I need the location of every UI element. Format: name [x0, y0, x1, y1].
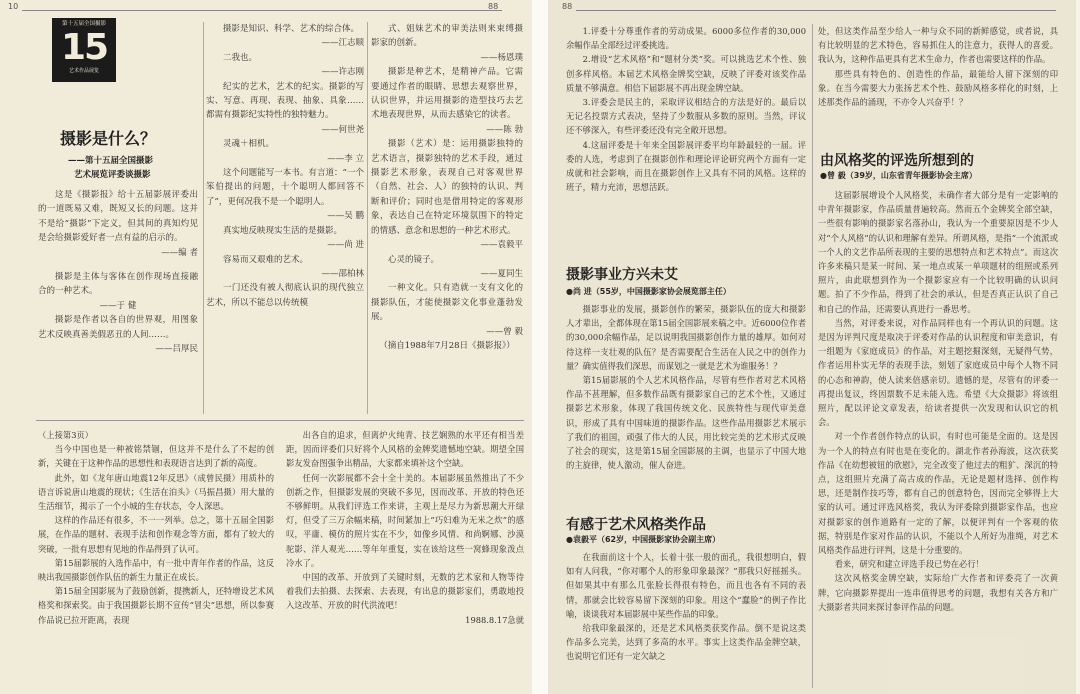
subhead-2: 艺术展览评委谈摄影	[74, 170, 151, 180]
article-title-3: 由风格奖的评选所想到的	[820, 153, 974, 169]
page-marker: 88	[488, 2, 499, 11]
column-rule	[367, 22, 368, 414]
bottom-column-1: （上接第3页） 当今中国也是一种被铭禁锢，但这并不是什么了不起的创新，关键在于这种作品的思想性和表现语言达到了新的高度。 此外，如《龙年唐山地震12年反思》（成曾民摄）用质朴的语言诉说唐山地震的现状；《生活在泊头》（马振昌摄）用大量的生活细节，揭示了一个小城的生存状态，令人深思。 这样的作品还有很多，不一一列举。总之，第十五届全国影展，在作品的题材、表现手法和创作观念等方面，都有了较大的突破，一批有思想有见地的作品得到了认可。 第15届影展的入选作品中，有一批中青年作者的作品，这反映出我国摄影创作队伍的新生力量正在成长。 第15届全国影展为了鼓励创新，提携新人，还特增设艺术风格奖和探索奖。由于我国摄影长期不宣传“冒尖”思想，所以参赛作品说已拉开距离，表现	[38, 430, 274, 625]
byline-1: ●尚 进（55岁，中国摄影家协会展览部主任）	[566, 287, 731, 296]
subhead-1: ——第十五届全国摄影	[68, 156, 154, 166]
page-gutter	[532, 0, 548, 694]
byline-3: ●曾 毅（39岁，山东省青年摄影协会主席）	[820, 171, 977, 180]
section-rule	[36, 420, 524, 421]
column-3: 式、姐妹艺术的审美法则来束缚摄影家的创新。 ——杨恩璞 摄影是种艺术，是精神产品。它需要通过作者的眼睛、思想去观察世界，认识世界，并运用摄影的造型技巧去艺术地表现世界，从而去感染它的读者。 ——陈 勃 摄影（艺术）是：运用摄影独特的艺术语言，摄影独特的艺术手段，通过摄影艺术形象，表现自己对客观世界（自然、社会、人）的独特的认识、判断和评价；同时也是借用特定的客观形象，表达自己在特定环境氛围下的特定的情感、意念和思想的一种艺术形式。 ——袁毅平 心灵的镜子。 ——夏同生 一种文化。只有造就一支有文化的摄影队伍，才能使摄影文化事业蓬勃发展。 ——曾 毅 （摘自1988年7月28日《摄影报》）	[371, 24, 523, 351]
article-title-2: 有感于艺术风格类作品	[566, 517, 706, 533]
exhibition-logo: 第十五届全国摄影 15 艺术作品展览	[52, 18, 116, 82]
right-column-2-top: 处，但这类作品至少给人一种与众不同的新鲜感觉，或者说，具有比较明显的艺术特色，容易抓住人的注意力，获得人的喜爱。我认为，这种作品更具有艺术生命力，作者也需要这样的作品。 那些具有特色的、创造性的作品，最能给人留下深刻的印象。在当今需要大力张扬艺术个性、鼓励风格多样化的时刻，上述那类作品的涌现，不亦令人兴奋乎！？	[818, 26, 1058, 108]
column-1: 这是《摄影报》给十五届影展评委出的一道既易又难，既短又长的问题。这并不是给“摄影”下定义，但其间的真知灼见是会给摄影爱好者一点有益的启示的。 ——编 者 摄影是主体与客体在创作现场直接融合的一种艺术。 ——于 健 摄影是作者以各自的世界观，用图象艺术反映真善美假恶丑的人间……。 ——吕厚民	[38, 190, 198, 355]
right-page	[548, 0, 1076, 694]
left-page	[0, 0, 532, 694]
paper-tint	[548, 0, 1076, 694]
article-body-1: 摄影事业的发展，摄影创作的繁荣，摄影队伍的庞大和摄影人才辈出，全都体现在第15届全国影展来稿之中。近6000位作者的30,000余幅作品，足以说明我国摄影创作力量的雄厚。如何对待这样一支壮观的队伍？是否需要配合生活在人民之中的创作力量？确实值得我们深思，而谋划之一就是艺术为谁服务！？ 第15届影展的个人艺术风格作品，尽管有些作者对艺术风格作品不甚理解，但多数作品既有摄影家自己的艺术个性，又通过摄影艺术形象，体现了我国传统文化、民族特性与现代审美意识，形成了具有中国味道的摄影作品。这些作品用摄影艺术展示了我们的祖国，顽强了伟大的人民，用比较完美的艺术形式反映了社会的现实，这是第15届全国影展的主调，也显示了中国大地的主旋律，使人激动，催人奋进。	[566, 304, 806, 471]
article-title-1: 摄影事业方兴未艾	[566, 267, 678, 283]
article-body-2: 在我面前这十个人，长着十张一般的面孔，我很想明白，假如有人问我，“你对哪个人的形象印象最深？”那我只好摇摇头。但如果其中有那么几张脸长得很有特色，而且也各有不同的表情，那就会比较容易留下深刻的印象。用这个“蠢脸”的例子作比喻，谈谈我对本届影展中某些作品的印象。 给我印象最深的，还是艺术风格类获奖作品。倒不是说这类作品多么完美，达到了多高的水平。事实上这类作品金牌空缺，也说明它们还有一定欠缺之	[566, 552, 806, 662]
headline: 摄影是什么？	[60, 129, 157, 148]
column-2: 摄影是知识、科学、艺术的综合体。 ——江志顺 二我也。 ——许志刚 纪实的艺术，艺术的纪实。摄影的写实、写意、再现、表现、抽象、具象……都需有摄影纪实特性的独特魅力。 ——何世尧 灵魂＋相机。 ——李 立 这个问题能写一本书。有言道：“一个笨伯提出的问题，十个聪明人都回答不了”，更何况我不是一个聪明人。 ——吴 鹏 真实地反映现实生活的是摄影。 ——尚 进 容易而又艰难的艺术。 ——邵柏林 一门还没有被人彻底认识的现代独立艺术，所以不能总以传统模	[206, 24, 364, 308]
column-rule	[203, 22, 204, 414]
right-column-1-top: 1.评委十分尊重作者的劳动成果。6000多位作者的30,000余幅作品全部经过评委挑选。 2.增设“艺术风格”和“题材分类”奖。可以挑选艺术个性、独创多样风格。本届艺术风格金牌奖空缺，反映了评委对该奖作品质量不够满意。相信下届影展不再出现金牌空缺。 3.评委会是民主的，采取评议相结合的方法是好的。最后以无记名投票方式表决，坚持了少数服从多数的原则。当然，评议还不够深入，有些评委还没有完全敞开思想。 4.这届评委是十年来全国影展评委平均年龄最轻的一届。评委的人选，考虑到了在摄影创作和理论评论研究两个方面有一定成就和社会影响，而且在摄影创作上又具有不同的风格。这样的班子，精力充沛，思想活跃。	[566, 26, 806, 193]
header-rule	[22, 10, 502, 11]
article-body-3: 这届影展增设个人风格奖，未确作者大部分是有一定影响的中青年摄影家，作品质量普遍较高。然而五个金牌奖全部空缺，一些很有影响的摄影家名落孙山，我认为一个重要原因是不少人对“个人风格”的认识和理解有差异。所谓风格，是指“一个流派或一个人的文艺作品所表现的主要的思想特点和艺术特点”。而这次许多来稿只是某一时间、某一地点或某一单项题材的组照或系列照片，由此联想到作为一个摄影家应有一个比较明确的认识问题。拍了不少作品，得到了社会的承认，但是否真正认识了自己和自己的作品，还需要认真进行一番思考。 当然，对评委来说，对作品同样也有一个再认识的问题。这是因为评判尺度是取决于评委对作品的认识程度和审美意识，有一组题为《家庭成员》的作品，对主题挖掘深刻，无疑得气势，作者运用朴实无华的表现手法，刻划了家庭成员中每个人物不同的心态和神韵，使人读来倍感亲切。遗憾的是，尽管有的评委一再提出复议，终因票数不足未能入选。希望《大众摄影》将该组照片，配以评论文章发表，给读者提供一次发现和认识它的机会。 对一个作者创作特点的认识，有时也可能是全面的。这是因为一个人的特点有时也是在变化的。湖北作者孙海波，这次获奖作品《在幼想被钮的欣慰》，完全改变了他过去的粗犷、深沉的特点，这组照片充满了高古成的作品，无论是题材选择、创作构思，还是制作技巧等，都有自己的创意特色，因而完全够得上大家的认可。通过评选风格奖，我认为评委除到摄影家作品，也应对摄影家的创作道路有一定的了解，以便评判有一个客观的依据，特别是作家对作品的认识，不能以个人所好为准绳，对艺术风格类作品进行评判，这是十分重要的。 看来，研究和建立评选手段已势在必行！ 这次风格奖金牌空缺，实际给广大作者和评委亮了一次黄牌，它向摄影界提出一连串值得思考的问题，我想有关各方和广大摄影者共同来探讨参评作品的问题。	[818, 190, 1058, 612]
page-number: 10	[8, 2, 19, 11]
bottom-column-2: 出各自的追求，但离炉火纯青、技艺娴熟的水平还有相当差距，因而评委们只好将个人风格的金牌奖遗憾地空缺。期望全国影友发奋图强争出精品，大家都来填补这个空缺。 任何一次影展都不会十全十美的。本届影展虽然推出了不少创新之作，但摄影发展的突破不多见，因而改革、开放的特色还不够鲜明。从我们评选工作来讲，主观上是尽力为新思潮大开绿灯，但受了三万余幅来稿，时间紧加上“巧妇难为无米之炊”的感叹，平庸、模仿的照片实在不少，如像乡风情、和尚婀娜、沙漠驼影、洋人观光……等年年重复，实在该给这些一窝蜂现象泼点冷水了。 中国的改革、开放到了关键时刻，无数的艺术家和人物等待着我们去拍摄、去探索、去表现，有出息的摄影家们，勇敢地投入这改革、开放的时代洪流吧！ 1988.8.17急就	[286, 430, 524, 625]
page-number: 88	[562, 2, 573, 11]
byline-2: ●袁毅平（62岁，中国摄影家协会副主席）	[566, 535, 721, 544]
